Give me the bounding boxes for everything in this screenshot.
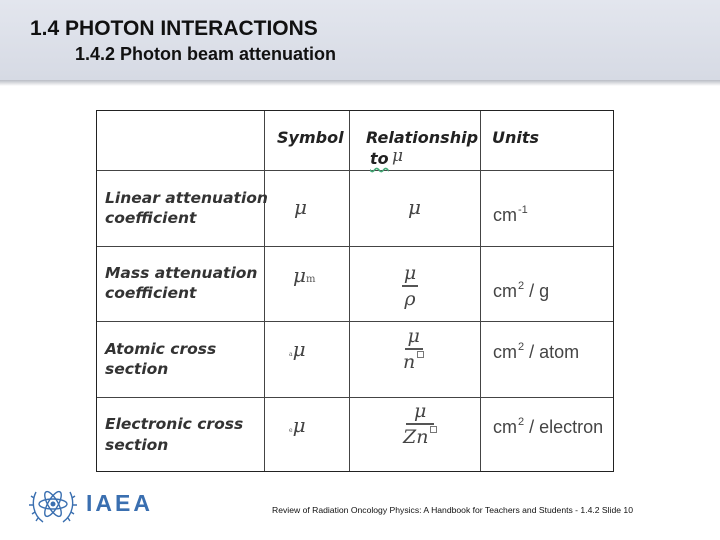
header-relationship-mu: μ [392,146,404,166]
symbol-atomic-mu: aμ [289,337,306,361]
column-divider [349,111,350,471]
quantity-name-line2: coefficient [105,284,197,302]
slide-title: 1.4 PHOTON INTERACTIONS [30,17,318,40]
relation-mu: μ [408,195,421,219]
symbol-mu: μ [294,195,307,219]
header-relationship: Relationship [366,128,479,147]
row-divider [97,246,613,247]
quantity-name: Mass attenuation [105,264,258,282]
slide-footer: Review of Radiation Oncology Physics: A Handbook for Teachers and Students - 1.4.2 Slide 10 [272,505,633,515]
row-divider [97,170,613,171]
slide-subtitle: 1.4.2 Photon beam attenuation [75,44,337,64]
relation-fraction-atomic: μ n [403,325,424,373]
quantity-name-line2: coefficient [105,209,197,227]
quantity-name-line2: section [105,360,169,378]
symbol-electronic-mu: eμ [289,413,306,437]
units-atomic: $cm^2$ / atom [493,341,580,362]
iaea-logo-text: IAEA [86,490,153,516]
relation-fraction-electronic: μ Zn [403,400,437,448]
quantity-name: Atomic cross [105,340,217,358]
relation-fraction-mass: μ ρ [403,262,417,310]
units-mass: $cm^2$ / g [493,280,550,301]
units-electronic: $cm^2$ / electron [493,416,604,437]
quantity-name: Linear attenuation [105,189,268,207]
header-relationship-to: to [370,149,389,168]
quantity-name: Electronic cross [105,415,244,433]
quantity-name-line2: section [105,436,169,454]
iaea-atom-wreath-icon [28,482,78,528]
units-linear: $cm^{-1}$ [493,204,528,225]
column-divider [480,111,481,471]
column-divider [264,111,265,471]
attenuation-table [96,110,614,472]
row-divider [97,397,613,398]
header-symbol: Symbol [277,128,344,147]
row-divider [97,321,613,322]
header-units: Units [492,128,540,147]
symbol-mu-m: μm [293,263,316,287]
header-shadow [0,80,720,86]
